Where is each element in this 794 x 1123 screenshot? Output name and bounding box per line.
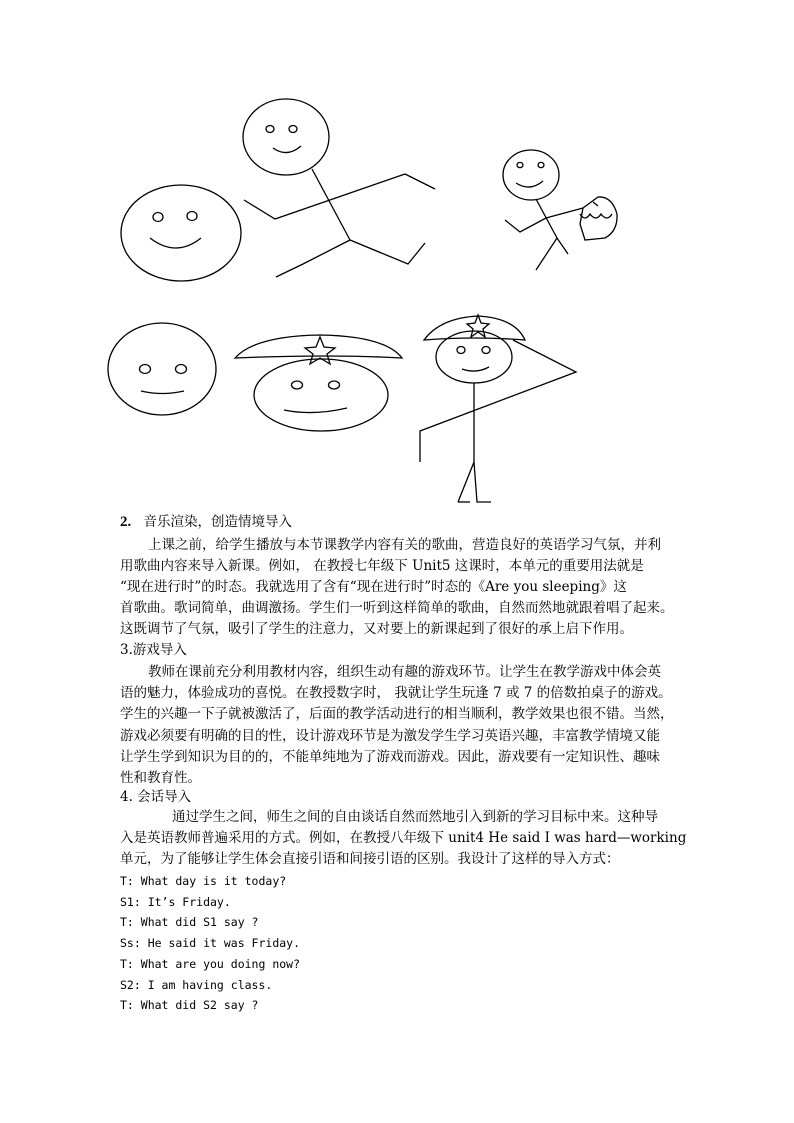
paragraph-line: 用歌曲内容来导入新课。例如， 在教授七年级下 Unit5 这课时，本单元的重要用法就是 xyxy=(120,558,644,574)
paragraph-line: 让学生学到知识为目的的，不能单纯地为了游戏而游戏。因此，游戏要有一定知识性、趣味 xyxy=(120,749,660,765)
police-stick-figure-icon xyxy=(420,315,576,502)
paragraph-line: 语的魅力，体验成功的喜悦。在教授数字时， 我就让学生玩逢 7 或 7 的倍数拍桌子的游戏。 xyxy=(120,685,672,701)
dialogue-line: T: What did S2 say ? xyxy=(120,998,259,1012)
section-2-number: 2. xyxy=(120,514,132,530)
section-3-heading: 3.游戏导入 xyxy=(120,642,187,658)
paragraph-line: 教师在课前充分利用教材内容，组织生动有趣的游戏环节。让学生在教学游戏中体会英 xyxy=(148,664,661,680)
paragraph-line: 性和教育性。 xyxy=(120,770,201,786)
paragraph-line: 游戏必须要有明确的目的性，设计游戏环节是为激发学生学习英语兴趣，丰富教学情境又能 xyxy=(120,728,660,744)
section-4-heading: 4. 会话导入 xyxy=(120,789,192,805)
running-stick-figure-icon xyxy=(243,99,435,277)
dialogue-line: Ss: He said it was Friday. xyxy=(120,936,301,950)
dialogue-line: T: What day is it today? xyxy=(120,874,287,888)
face-with-police-cap-icon xyxy=(235,335,402,431)
section-2-heading xyxy=(120,513,292,531)
paragraph-line: “现在进行时”的时态。我就选用了含有“现在进行时”时态的《Are you sleeping》这 xyxy=(120,579,627,595)
paragraph-line: 这既调节了气氛，吸引了学生的注意力，又对要上的新课起到了很好的承上启下作用。 xyxy=(120,621,633,637)
dialogue-line: S1: It’s Friday. xyxy=(120,895,231,909)
plain-face-icon xyxy=(108,323,216,415)
paragraph-line: 入是英语教师普遍采用的方式。例如，在教授八年级下 unit4 He said I was hard—working xyxy=(120,830,687,846)
paragraph-line: 学生的兴趣一下子就被激活了，后面的教学活动进行的相当顺利，教学效果也很不错。当然， xyxy=(120,706,674,722)
paragraph-line: 单元，为了能够让学生体会直接引语和间接引语的区别。我设计了这样的导入方式： xyxy=(120,851,620,867)
paragraph-line: 首歌曲。歌词简单，曲调激扬。学生们一听到这样简单的歌曲，自然而然地就跟着唱了起来。 xyxy=(120,600,674,616)
dialogue-line: T: What are you doing now? xyxy=(120,957,301,971)
paragraph-line: 上课之前，给学生播放与本节课教学内容有关的歌曲，营造良好的英语学习气氛，并利 xyxy=(148,537,661,553)
section-2-title: 音乐渲染，创造情境导入 xyxy=(143,514,293,530)
stick-figure-illustration xyxy=(0,0,794,510)
dialogue-line: T: What did S1 say ? xyxy=(120,915,259,929)
smiley-face-icon xyxy=(121,185,241,281)
paragraph-line: 通过学生之间，师生之间的自由谈话自然而然地引入到新的学习目标中来。这种导 xyxy=(172,809,658,825)
dialogue-line: S2: I am having class. xyxy=(120,978,273,992)
stick-figure-with-bag-icon xyxy=(503,150,617,270)
